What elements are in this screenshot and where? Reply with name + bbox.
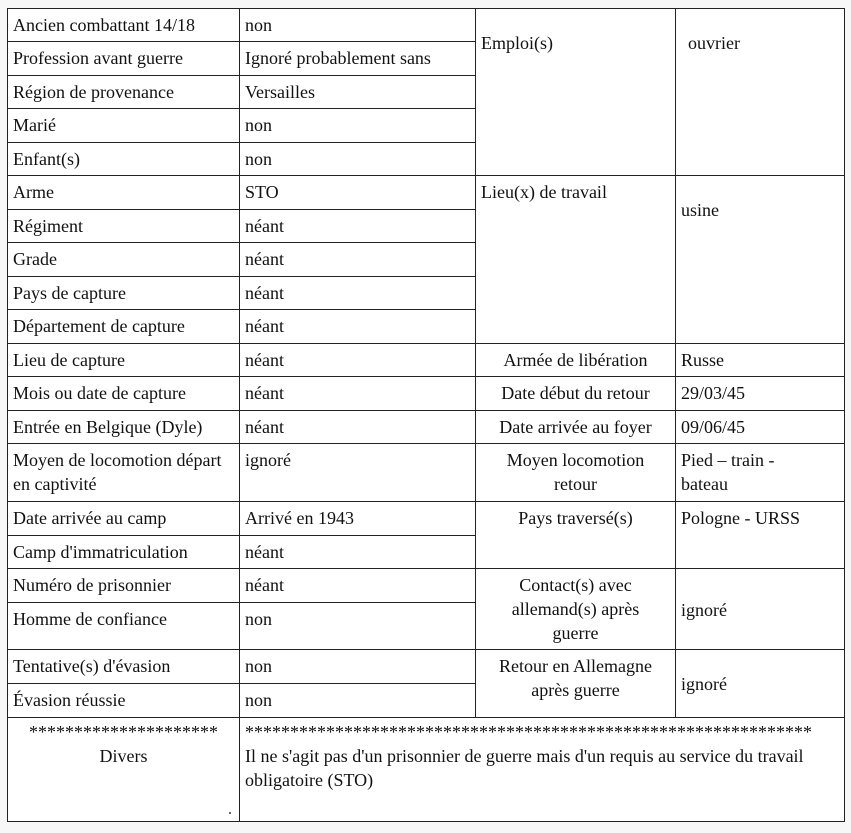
table-row (8, 444, 845, 502)
field-value: STO (240, 176, 476, 210)
field-value: néant (240, 277, 476, 310)
field-label: Pays de capture (8, 277, 240, 310)
field-value: ignoré (676, 650, 845, 718)
divers-label-cell (8, 718, 240, 822)
table-row (8, 377, 845, 411)
field-value: néant (240, 210, 476, 243)
field-label: Département de capture (8, 310, 240, 344)
field-label: Marié (8, 109, 240, 143)
field-value: Pied – train - bateau (676, 444, 845, 502)
field-label: Lieu de capture (8, 344, 240, 377)
field-label: Moyen locomotion retour (476, 444, 676, 502)
field-label: Enfant(s) (8, 143, 240, 176)
field-value: ignoré (676, 569, 845, 650)
field-label: Date arrivée au camp (8, 502, 240, 536)
field-label: Région de provenance (8, 76, 240, 109)
field-label: Armée de libération (476, 344, 676, 377)
divers-stars-right: *************************************************************** (245, 722, 812, 742)
prisoner-record-table (7, 8, 845, 822)
field-value: non (240, 684, 476, 718)
field-value: néant (240, 243, 476, 277)
field-label: Pays traversé(s) (476, 502, 676, 569)
field-value: néant (240, 310, 476, 344)
field-value: néant (240, 536, 476, 569)
field-label: Grade (8, 243, 240, 277)
table-row (8, 502, 845, 536)
field-value: Arrivé en 1943 (240, 502, 476, 536)
field-label: Évasion réussie (8, 684, 240, 718)
table-row (8, 569, 845, 603)
field-value: 09/06/45 (676, 411, 845, 444)
field-label: Régiment (8, 210, 240, 243)
field-value: non (240, 650, 476, 684)
field-label: Mois ou date de capture (8, 377, 240, 411)
field-label: Homme de confiance (8, 603, 240, 650)
field-label: Arme (8, 176, 240, 210)
field-value: Pologne - URSS (676, 502, 845, 569)
field-value: non (240, 143, 476, 176)
table-row (8, 411, 845, 444)
field-label: Camp d'immatriculation (8, 536, 240, 569)
field-value: néant (240, 377, 476, 411)
field-value: 29/03/45 (676, 377, 845, 411)
field-value: usine (676, 176, 845, 344)
field-label: Date début du retour (476, 377, 676, 411)
field-label: Numéro de prisonnier (8, 569, 240, 603)
field-label: Entrée en Belgique (Dyle) (8, 411, 240, 444)
field-label: Tentative(s) d'évasion (8, 650, 240, 684)
divers-text-cell (240, 718, 845, 822)
table-row (8, 9, 845, 42)
field-value: néant (240, 344, 476, 377)
field-value: Versailles (240, 76, 476, 109)
field-label: Emploi(s) (476, 9, 676, 176)
divers-stars-left: ********************* (29, 722, 218, 742)
field-value: Russe (676, 344, 845, 377)
field-value: ouvrier (676, 9, 845, 176)
table-row (8, 344, 845, 377)
field-value: non (240, 603, 476, 650)
field-label: Date arrivée au foyer (476, 411, 676, 444)
field-label: Profession avant guerre (8, 42, 240, 76)
field-label: Lieu(x) de travail (476, 176, 676, 344)
field-value: non (240, 109, 476, 143)
field-label: Moyen de locomotion départ en captivité (8, 444, 240, 502)
field-label: Contact(s) avec allemand(s) après guerre (476, 569, 676, 650)
table-row (8, 176, 845, 210)
divers-text: Il ne s'agit pas d'un prisonnier de guerre mais d'un requis au service du travail obligatoire (STO) (245, 746, 804, 790)
table-row (8, 650, 845, 684)
field-label: Retour en Allemagne après guerre (476, 650, 676, 718)
stray-mark (229, 812, 231, 814)
field-value: néant (240, 411, 476, 444)
divers-row (8, 718, 845, 822)
field-value: Ignoré probablement sans (240, 42, 476, 76)
divers-label: Divers (99, 746, 148, 766)
field-value: néant (240, 569, 476, 603)
field-value: ignoré (240, 444, 476, 502)
field-label: Ancien combattant 14/18 (8, 9, 240, 42)
field-value: non (240, 9, 476, 42)
